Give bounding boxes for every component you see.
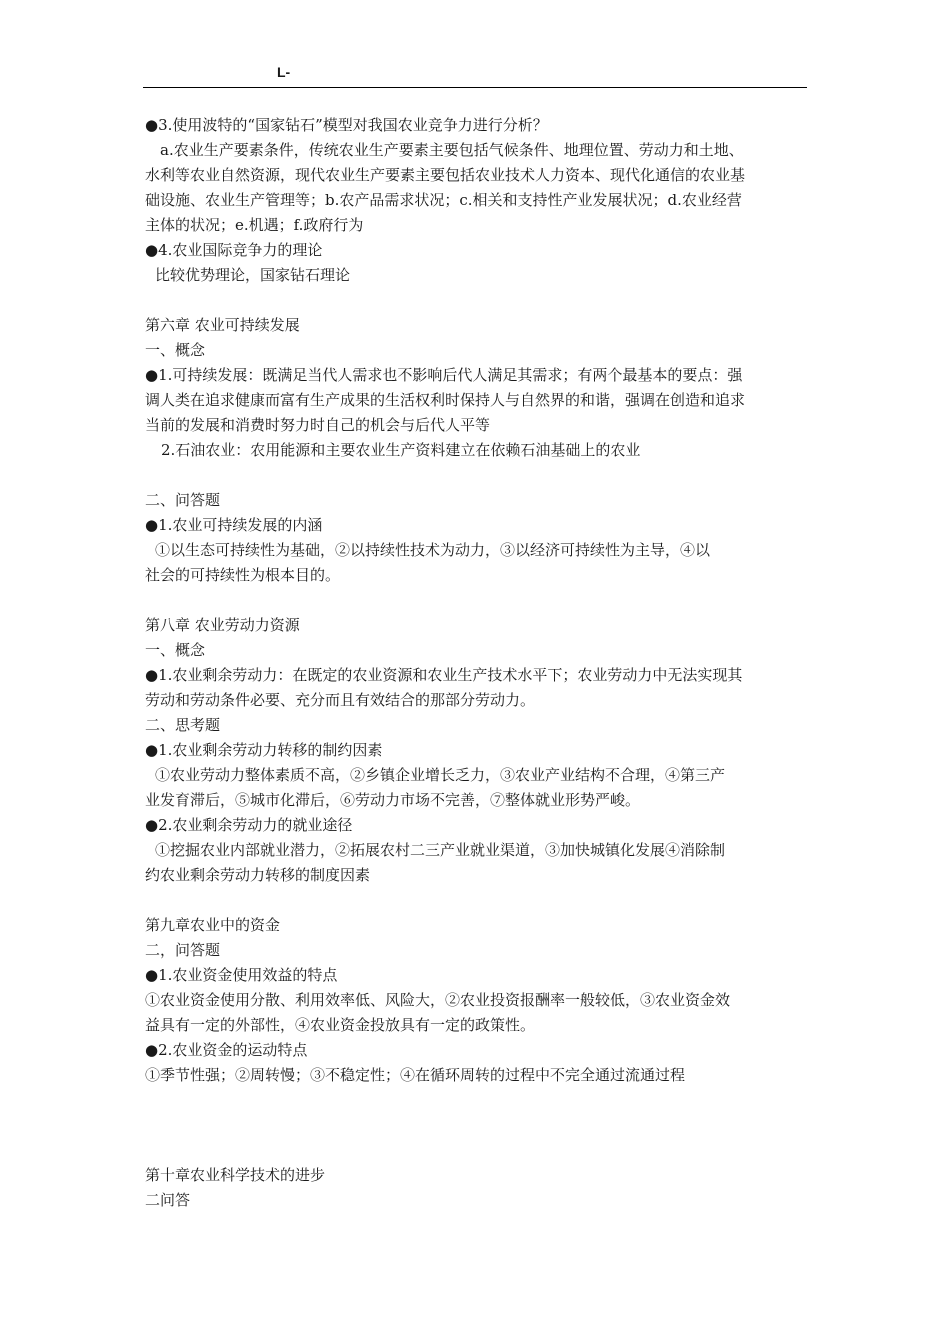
answer-line: 比较优势理论，国家钻石理论 xyxy=(155,266,351,284)
section-heading: 二，问答题 xyxy=(145,941,221,959)
answer-line: 益具有一定的外部性，④农业资金投放具有一定的政策性。 xyxy=(145,1016,536,1034)
question-line: ●2.农业资金的运动特点 xyxy=(145,1041,308,1059)
answer-line: ①季节性强；②周转慢；③不稳定性；④在循环周转的过程中不完全通过流通过程 xyxy=(145,1066,686,1084)
question-line: ●1.农业资金使用效益的特点 xyxy=(145,966,338,984)
answer-line: 础设施、农业生产管理等；b.农产品需求状况；c.相关和支持性产业发展状况；d.农业经营 xyxy=(145,191,742,209)
section-heading: 二问答 xyxy=(145,1191,191,1209)
answer-line: 社会的可持续性为根本目的。 xyxy=(145,566,341,584)
answer-line: 当前的发展和消费时努力时自己的机会与后代人平等 xyxy=(145,416,491,434)
question-line: ●1.可持续发展：既满足当代人需求也不影响后代人满足其需求；有两个最基本的要点：强 xyxy=(145,366,743,384)
answer-line: ①农业劳动力整体素质不高，②乡镇企业增长乏力，③农业产业结构不合理，④第三产 xyxy=(155,766,726,784)
answer-line: 2.石油农业：农用能源和主要农业生产资料建立在依赖石油基础上的农业 xyxy=(161,441,641,459)
answer-line: a.农业生产要素条件，传统农业生产要素主要包括气候条件、地理位置、劳动力和土地、 xyxy=(160,141,744,159)
answer-line: ①挖掘农业内部就业潜力，②拓展农村二三产业就业渠道，③加快城镇化发展④消除制 xyxy=(155,841,726,859)
answer-line: 调人类在追求健康而富有生产成果的生活权利时保持人与自然界的和谐，强调在创造和追求 xyxy=(145,391,746,409)
question-line: ●4.农业国际竞争力的理论 xyxy=(145,241,323,259)
answer-line: 约农业剩余劳动力转移的制度因素 xyxy=(145,866,371,884)
answer-line: ①以生态可持续性为基础，②以持续性技术为动力，③以经济可持续性为主导，④以 xyxy=(155,541,711,559)
chapter-heading: 第十章农业科学技术的进步 xyxy=(145,1166,326,1184)
chapter-heading: 第六章 农业可持续发展 xyxy=(145,316,300,334)
question-line: ●1.农业剩余劳动力：在既定的农业资源和农业生产技术水平下；农业劳动力中无法实现其 xyxy=(145,666,743,684)
section-heading: 二、思考题 xyxy=(145,716,221,734)
question-line: ●3.使用波特的“国家钻石”模型对我国农业竞争力进行分析？ xyxy=(145,116,548,134)
answer-line: 业发育滞后，⑤城市化滞后，⑥劳动力市场不完善，⑦整体就业形势严峻。 xyxy=(145,791,641,809)
section-heading: 一、概念 xyxy=(145,641,206,659)
section-heading: 一、概念 xyxy=(145,341,206,359)
question-line: ●1.农业可持续发展的内涵 xyxy=(145,516,323,534)
header-rule xyxy=(143,87,807,88)
header-mark: L- xyxy=(277,64,291,80)
section-heading: 二、问答题 xyxy=(145,491,221,509)
answer-line: 劳动和劳动条件必要、充分而且有效结合的那部分劳动力。 xyxy=(145,691,536,709)
chapter-heading: 第八章 农业劳动力资源 xyxy=(145,616,300,634)
question-line: ●2.农业剩余劳动力的就业途径 xyxy=(145,816,353,834)
document-body xyxy=(145,113,807,1213)
question-line: ●1.农业剩余劳动力转移的制约因素 xyxy=(145,741,383,759)
chapter-heading: 第九章农业中的资金 xyxy=(145,916,281,934)
answer-line: ①农业资金使用分散、利用效率低、风险大，②农业投资报酬率一般较低，③农业资金效 xyxy=(145,991,731,1009)
answer-line: 主体的状况；e.机遇；f.政府行为 xyxy=(145,216,364,234)
answer-line: 水利等农业自然资源，现代农业生产要素主要包括农业技术人力资本、现代化通信的农业基 xyxy=(145,166,746,184)
